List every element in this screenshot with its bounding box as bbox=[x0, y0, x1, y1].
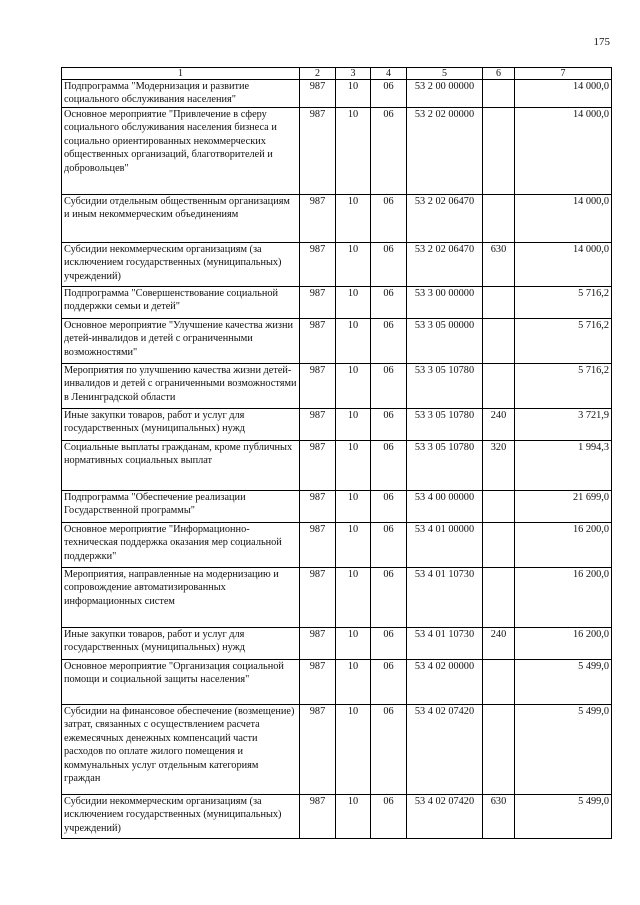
row-code-2: 987 bbox=[300, 441, 336, 491]
row-name: Мероприятия по улучшению качества жизни детей-инвалидов и детей с ограниченными возможностями в Ленинградской области bbox=[62, 364, 300, 409]
row-name: Основное мероприятие "Улучшение качества жизни детей-инвалидов и детей с ограниченными возможностями" bbox=[62, 319, 300, 364]
row-amount: 5 499,0 bbox=[515, 660, 612, 705]
row-code-6: 630 bbox=[483, 795, 515, 839]
row-code-2: 987 bbox=[300, 523, 336, 568]
table-row bbox=[62, 628, 612, 660]
row-code-5: 53 4 02 00000 bbox=[407, 660, 483, 705]
row-code-5: 53 4 01 10730 bbox=[407, 628, 483, 660]
row-code-6 bbox=[483, 108, 515, 195]
row-name: Иные закупки товаров, работ и услуг для государственных (муниципальных) нужд bbox=[62, 409, 300, 441]
row-code-6 bbox=[483, 287, 515, 319]
row-name: Основное мероприятие "Организация социальной помощи и социальной защиты населения" bbox=[62, 660, 300, 705]
row-amount: 5 499,0 bbox=[515, 705, 612, 795]
table-row bbox=[62, 287, 612, 319]
row-code-3: 10 bbox=[336, 628, 371, 660]
row-amount: 1 994,3 bbox=[515, 441, 612, 491]
row-code-4: 06 bbox=[371, 660, 407, 705]
row-amount: 16 200,0 bbox=[515, 523, 612, 568]
row-code-3: 10 bbox=[336, 319, 371, 364]
table-row bbox=[62, 409, 612, 441]
header-cell-4: 4 bbox=[371, 68, 407, 80]
table-body bbox=[62, 80, 612, 839]
row-code-5: 53 3 05 10780 bbox=[407, 441, 483, 491]
budget-table bbox=[61, 67, 612, 839]
row-code-5: 53 4 00 00000 bbox=[407, 491, 483, 523]
row-code-3: 10 bbox=[336, 705, 371, 795]
row-code-4: 06 bbox=[371, 108, 407, 195]
table-row bbox=[62, 243, 612, 287]
row-code-4: 06 bbox=[371, 80, 407, 108]
row-code-4: 06 bbox=[371, 287, 407, 319]
header-row bbox=[62, 68, 612, 80]
row-amount: 14 000,0 bbox=[515, 195, 612, 243]
row-code-6 bbox=[483, 364, 515, 409]
row-code-2: 987 bbox=[300, 568, 336, 628]
table-header bbox=[62, 68, 612, 80]
table-row bbox=[62, 795, 612, 839]
row-code-4: 06 bbox=[371, 628, 407, 660]
row-amount: 5 716,2 bbox=[515, 287, 612, 319]
row-code-2: 987 bbox=[300, 705, 336, 795]
row-code-4: 06 bbox=[371, 491, 407, 523]
table-row bbox=[62, 364, 612, 409]
row-code-2: 987 bbox=[300, 319, 336, 364]
row-code-6: 630 bbox=[483, 243, 515, 287]
row-code-3: 10 bbox=[336, 660, 371, 705]
row-code-4: 06 bbox=[371, 441, 407, 491]
table-row bbox=[62, 319, 612, 364]
row-code-3: 10 bbox=[336, 195, 371, 243]
row-code-6 bbox=[483, 80, 515, 108]
row-name: Подпрограмма "Обеспечение реализации Государственной программы" bbox=[62, 491, 300, 523]
header-cell-3: 3 bbox=[336, 68, 371, 80]
row-code-2: 987 bbox=[300, 628, 336, 660]
row-code-6 bbox=[483, 705, 515, 795]
row-name: Субсидии отдельным общественным организациям и иным некоммерческим объединениям bbox=[62, 195, 300, 243]
row-code-4: 06 bbox=[371, 195, 407, 243]
row-code-5: 53 3 00 00000 bbox=[407, 287, 483, 319]
row-code-3: 10 bbox=[336, 287, 371, 319]
row-code-4: 06 bbox=[371, 409, 407, 441]
row-code-3: 10 bbox=[336, 568, 371, 628]
row-name: Основное мероприятие "Информационно-техническая поддержка оказания мер социальной поддержки" bbox=[62, 523, 300, 568]
table-row bbox=[62, 705, 612, 795]
row-amount: 14 000,0 bbox=[515, 108, 612, 195]
row-code-3: 10 bbox=[336, 243, 371, 287]
row-amount: 14 000,0 bbox=[515, 243, 612, 287]
header-cell-5: 5 bbox=[407, 68, 483, 80]
row-amount: 5 716,2 bbox=[515, 364, 612, 409]
row-code-3: 10 bbox=[336, 409, 371, 441]
row-name: Социальные выплаты гражданам, кроме публичных нормативных социальных выплат bbox=[62, 441, 300, 491]
row-code-5: 53 2 02 06470 bbox=[407, 243, 483, 287]
table-row bbox=[62, 660, 612, 705]
row-amount: 5 716,2 bbox=[515, 319, 612, 364]
table-row bbox=[62, 80, 612, 108]
row-code-5: 53 2 02 00000 bbox=[407, 108, 483, 195]
row-code-2: 987 bbox=[300, 795, 336, 839]
row-amount: 3 721,9 bbox=[515, 409, 612, 441]
row-code-2: 987 bbox=[300, 364, 336, 409]
table-row bbox=[62, 441, 612, 491]
header-cell-6: 6 bbox=[483, 68, 515, 80]
row-code-3: 10 bbox=[336, 108, 371, 195]
row-code-3: 10 bbox=[336, 364, 371, 409]
row-code-5: 53 3 05 00000 bbox=[407, 319, 483, 364]
table-row bbox=[62, 523, 612, 568]
row-amount: 5 499,0 bbox=[515, 795, 612, 839]
table-row bbox=[62, 195, 612, 243]
row-code-4: 06 bbox=[371, 568, 407, 628]
row-code-2: 987 bbox=[300, 108, 336, 195]
row-code-3: 10 bbox=[336, 795, 371, 839]
row-code-2: 987 bbox=[300, 243, 336, 287]
row-name: Субсидии некоммерческим организациям (за исключением государственных (муниципальных) учреждений) bbox=[62, 795, 300, 839]
row-code-3: 10 bbox=[336, 80, 371, 108]
row-code-2: 987 bbox=[300, 287, 336, 319]
row-code-5: 53 3 05 10780 bbox=[407, 409, 483, 441]
row-name: Подпрограмма "Модернизация и развитие социального обслуживания населения" bbox=[62, 80, 300, 108]
row-code-6: 320 bbox=[483, 441, 515, 491]
header-cell-1: 1 bbox=[62, 68, 300, 80]
row-code-6 bbox=[483, 660, 515, 705]
row-code-4: 06 bbox=[371, 523, 407, 568]
row-code-2: 987 bbox=[300, 660, 336, 705]
row-code-2: 987 bbox=[300, 195, 336, 243]
row-code-4: 06 bbox=[371, 243, 407, 287]
page-number: 175 bbox=[593, 36, 610, 48]
row-amount: 16 200,0 bbox=[515, 628, 612, 660]
row-code-4: 06 bbox=[371, 795, 407, 839]
row-code-5: 53 2 00 00000 bbox=[407, 80, 483, 108]
row-code-3: 10 bbox=[336, 491, 371, 523]
row-code-6: 240 bbox=[483, 628, 515, 660]
row-name: Иные закупки товаров, работ и услуг для государственных (муниципальных) нужд bbox=[62, 628, 300, 660]
row-name: Подпрограмма "Совершенствование социальной поддержки семьи и детей" bbox=[62, 287, 300, 319]
row-code-5: 53 4 01 00000 bbox=[407, 523, 483, 568]
row-amount: 16 200,0 bbox=[515, 568, 612, 628]
row-name: Мероприятия, направленные на модернизацию и сопровождение автоматизированных информационных систем bbox=[62, 568, 300, 628]
row-code-3: 10 bbox=[336, 523, 371, 568]
row-code-3: 10 bbox=[336, 441, 371, 491]
row-code-6 bbox=[483, 491, 515, 523]
row-code-2: 987 bbox=[300, 491, 336, 523]
row-code-4: 06 bbox=[371, 319, 407, 364]
row-code-4: 06 bbox=[371, 705, 407, 795]
row-code-6 bbox=[483, 523, 515, 568]
row-code-2: 987 bbox=[300, 409, 336, 441]
header-cell-7: 7 bbox=[515, 68, 612, 80]
row-code-6 bbox=[483, 568, 515, 628]
row-code-5: 53 4 02 07420 bbox=[407, 705, 483, 795]
table-row bbox=[62, 108, 612, 195]
row-name: Основное мероприятие "Привлечение в сферу социального обслуживания населения бизнеса и социально ориентированных некоммерческих общественных организаций, благотворителей и добровольцев" bbox=[62, 108, 300, 195]
row-name: Субсидии на финансовое обеспечение (возмещение) затрат, связанных с осуществлением расчета ежемесячных денежных компенсаций части расходов по оплате жилого помещения и коммунальных услуг отдельным категориям граждан bbox=[62, 705, 300, 795]
table-row bbox=[62, 568, 612, 628]
row-code-2: 987 bbox=[300, 80, 336, 108]
row-code-4: 06 bbox=[371, 364, 407, 409]
row-amount: 21 699,0 bbox=[515, 491, 612, 523]
row-code-5: 53 2 02 06470 bbox=[407, 195, 483, 243]
row-code-5: 53 4 01 10730 bbox=[407, 568, 483, 628]
row-code-6 bbox=[483, 319, 515, 364]
row-name: Субсидии некоммерческим организациям (за исключением государственных (муниципальных) учреждений) bbox=[62, 243, 300, 287]
row-code-5: 53 3 05 10780 bbox=[407, 364, 483, 409]
row-amount: 14 000,0 bbox=[515, 80, 612, 108]
header-cell-2: 2 bbox=[300, 68, 336, 80]
row-code-6: 240 bbox=[483, 409, 515, 441]
row-code-6 bbox=[483, 195, 515, 243]
row-code-5: 53 4 02 07420 bbox=[407, 795, 483, 839]
table-row bbox=[62, 491, 612, 523]
